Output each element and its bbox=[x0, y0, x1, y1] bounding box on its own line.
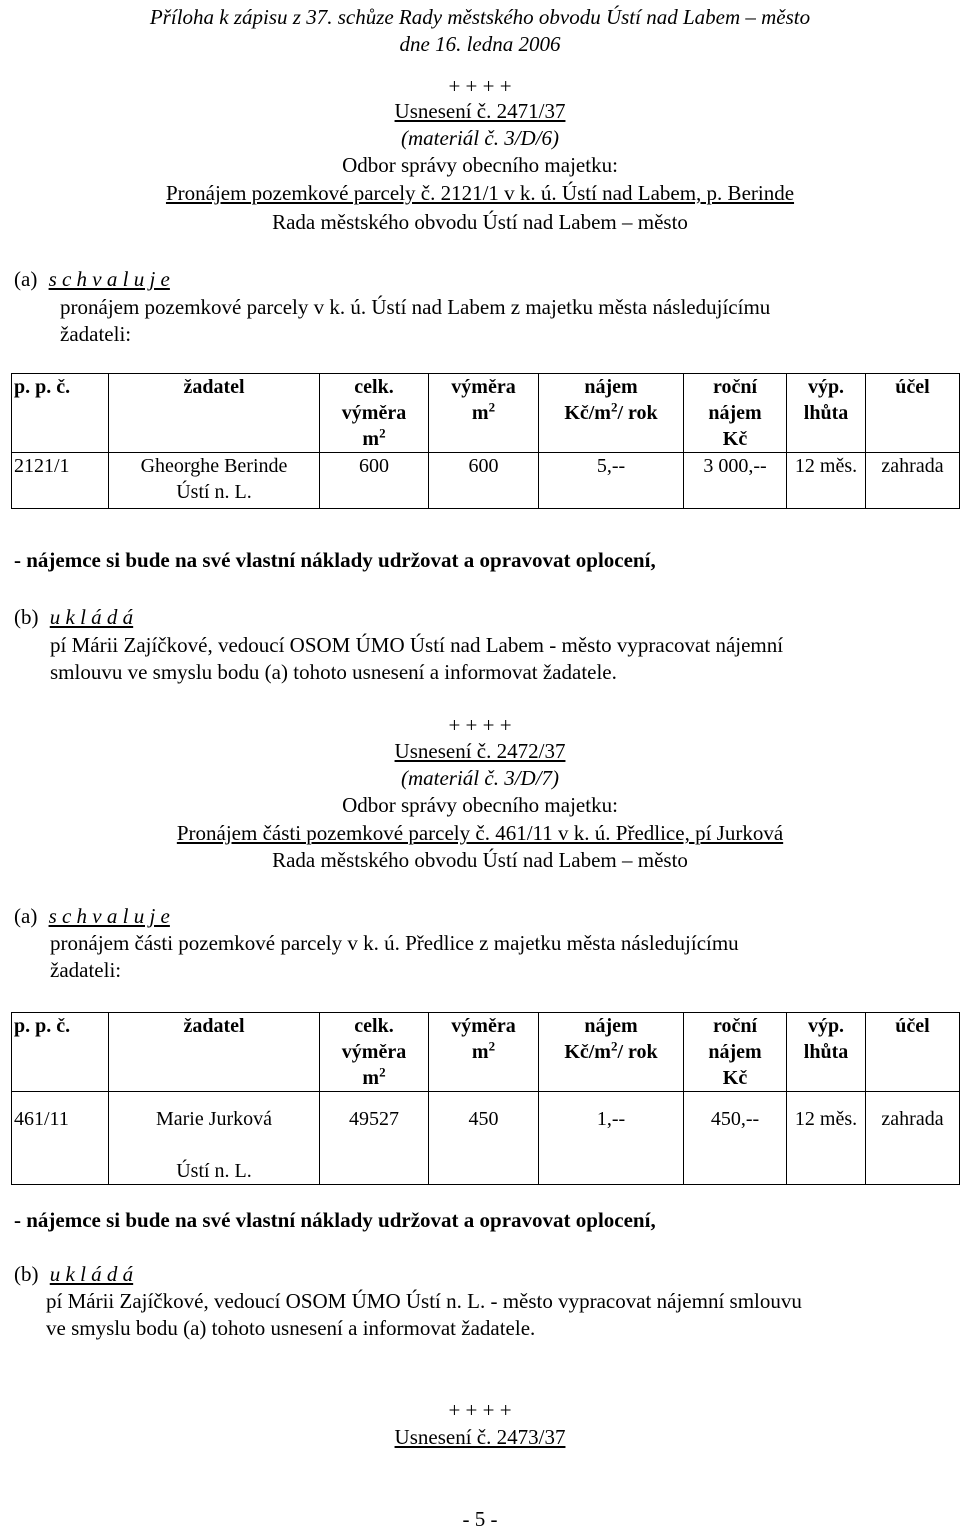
cell-area: 600 bbox=[429, 453, 539, 509]
separator-1: + + + + bbox=[448, 74, 512, 98]
table-row bbox=[12, 453, 960, 509]
res2-a-clause bbox=[14, 903, 170, 929]
header-area: výměra $m^2$ bbox=[429, 1013, 539, 1092]
cell-parcel: 2121/1 bbox=[12, 453, 109, 509]
res1-b-text-2: smlouvu ve smyslu bodu (a) tohoto usnesení a informovat žadatele. bbox=[50, 660, 617, 684]
header-total-area: celk. výměra $m^2$ bbox=[320, 1013, 429, 1092]
res1-a-label: (a) bbox=[14, 267, 38, 291]
header-line-1: Příloha k zápisu z 37. schůze Rady městského obvodu Ústí nad Labem – město bbox=[149, 5, 811, 29]
res1-material: (materiál č. 3/D/6) bbox=[400, 126, 560, 150]
res2-b-label: (b) bbox=[14, 1262, 39, 1286]
res2-b-text-1: pí Márii Zajíčkové, vedoucí OSOM ÚMO Ústí n. L. - město vypracovat nájemní smlouvu bbox=[46, 1289, 802, 1313]
res1-note: - nájemce si bude na své vlastní náklady udržovat a opravovat oplocení, bbox=[14, 548, 656, 572]
header-total-area: celk. výměra $m^2$ bbox=[320, 374, 429, 453]
cell-purpose: zahrada bbox=[866, 1092, 960, 1185]
header-line-2: dne 16. ledna 2006 bbox=[399, 32, 561, 56]
cell-area: 450 bbox=[429, 1092, 539, 1185]
cell-annual-rent: 450,-- bbox=[684, 1092, 787, 1185]
cell-applicant: Marie Jurková Ústí n. L. bbox=[109, 1092, 320, 1185]
header-purpose: účel bbox=[866, 374, 960, 453]
table-header-row bbox=[12, 1013, 960, 1092]
res2-a-label: (a) bbox=[14, 904, 38, 928]
res1-lease-table bbox=[11, 373, 960, 509]
res2-council: Rada městského obvodu Ústí nad Labem – město bbox=[272, 848, 688, 872]
res2-b-clause bbox=[14, 1261, 133, 1287]
res2-department: Odbor správy obecního majetku: bbox=[342, 793, 618, 817]
header-rent: nájem $Kč/m^2/$ rok bbox=[539, 1013, 684, 1092]
table-row bbox=[12, 1092, 960, 1185]
res3-number: Usnesení č. 2473/37 bbox=[394, 1425, 566, 1449]
header-area: výměra $m^2$ bbox=[429, 374, 539, 453]
cell-purpose: zahrada bbox=[866, 453, 960, 509]
res2-subject: Pronájem části pozemkové parcely č. 461/11 v k. ú. Předlice, pí Jurková bbox=[176, 821, 784, 845]
res1-department: Odbor správy obecního majetku: bbox=[342, 153, 618, 177]
res1-b-clause bbox=[14, 604, 133, 630]
res2-a-text-2: žadateli: bbox=[50, 958, 122, 982]
res1-b-label: (b) bbox=[14, 605, 39, 629]
res1-b-text-1: pí Márii Zajíčkové, vedoucí OSOM ÚMO Ústí nad Labem - město vypracovat nájemní bbox=[50, 633, 784, 657]
separator-3: + + + + bbox=[448, 1398, 512, 1422]
res1-a-clause bbox=[14, 266, 170, 292]
res1-subject: Pronájem pozemkové parcely č. 2121/1 v k. ú. Ústí nad Labem, p. Berinde bbox=[165, 181, 795, 205]
res2-a-text-1: pronájem části pozemkové parcely v k. ú. Předlice z majetku města následujícímu bbox=[50, 931, 739, 955]
res1-number: Usnesení č. 2471/37 bbox=[394, 99, 566, 123]
header-rent: nájem $Kč/m^2/$ rok bbox=[539, 374, 684, 453]
table-header-row bbox=[12, 374, 960, 453]
cell-notice: 12 měs. bbox=[787, 1092, 866, 1185]
cell-rent: 1,-- bbox=[539, 1092, 684, 1185]
header-parcel: p. p. č. bbox=[12, 374, 109, 453]
header-purpose: účel bbox=[866, 1013, 960, 1092]
res2-a-verb: s c h v a l u j e bbox=[48, 904, 170, 928]
header-annual-rent: roční nájem Kč bbox=[684, 374, 787, 453]
cell-total-area: 600 bbox=[320, 453, 429, 509]
cell-annual-rent: 3 000,-- bbox=[684, 453, 787, 509]
header-parcel: p. p. č. bbox=[12, 1013, 109, 1092]
cell-parcel: 461/11 bbox=[12, 1092, 109, 1185]
cell-rent: 5,-- bbox=[539, 453, 684, 509]
header-applicant: žadatel bbox=[109, 1013, 320, 1092]
cell-applicant: Gheorghe Berinde Ústí n. L. bbox=[109, 453, 320, 509]
cell-notice: 12 měs. bbox=[787, 453, 866, 509]
res2-note: - nájemce si bude na své vlastní náklady udržovat a opravovat oplocení, bbox=[14, 1208, 656, 1232]
res1-b-verb: u k l á d á bbox=[49, 605, 134, 629]
res1-a-text-1: pronájem pozemkové parcely v k. ú. Ústí nad Labem z majetku města následujícímu bbox=[60, 295, 771, 319]
res2-b-text-2: ve smyslu bodu (a) tohoto usnesení a informovat žadatele. bbox=[46, 1316, 536, 1340]
header-notice: výp. lhůta bbox=[787, 1013, 866, 1092]
res2-lease-table bbox=[11, 1012, 960, 1185]
res2-material: (materiál č. 3/D/7) bbox=[400, 766, 560, 790]
header-notice: výp. lhůta bbox=[787, 374, 866, 453]
res1-a-text-2: žadateli: bbox=[60, 322, 132, 346]
separator-2: + + + + bbox=[448, 713, 512, 737]
header-annual-rent: roční nájem Kč bbox=[684, 1013, 787, 1092]
res1-a-verb: s c h v a l u j e bbox=[48, 267, 170, 291]
page-number: - 5 - bbox=[462, 1507, 498, 1531]
header-applicant: žadatel bbox=[109, 374, 320, 453]
res2-b-verb: u k l á d á bbox=[49, 1262, 134, 1286]
cell-total-area: 49527 bbox=[320, 1092, 429, 1185]
res1-council: Rada městského obvodu Ústí nad Labem – město bbox=[272, 210, 688, 234]
res2-number: Usnesení č. 2472/37 bbox=[394, 739, 566, 763]
